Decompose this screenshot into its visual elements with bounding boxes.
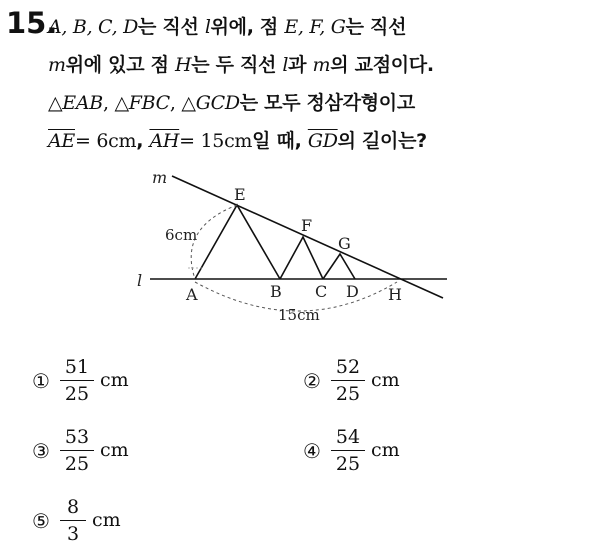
text: 는 모두 정삼각형이고: [239, 92, 415, 114]
choice-fraction: [331, 425, 365, 476]
choice-unit: cm: [100, 369, 129, 391]
separator: ,: [136, 130, 150, 152]
label-c: C: [315, 282, 328, 301]
length-ae: 6cm: [165, 226, 198, 244]
triangle-gcd-shape: [323, 254, 355, 279]
question-number: 15.: [6, 6, 58, 40]
text: 위에, 점: [210, 16, 285, 38]
triangle-gcd: △GCD: [181, 92, 240, 114]
denominator: 3: [66, 523, 80, 545]
fraction-bar: [60, 520, 86, 521]
fraction-bar: [331, 380, 365, 381]
points-efg: E, F, G: [284, 16, 346, 38]
separator: ,: [102, 92, 115, 114]
choice-unit: cm: [371, 439, 400, 461]
choice-unit: cm: [371, 369, 400, 391]
points-abcd: A, B, C, D: [48, 16, 139, 38]
text: 과: [288, 54, 313, 76]
choice-label: ③: [32, 439, 50, 463]
label-m: m: [152, 168, 168, 187]
fraction-bar: [60, 380, 94, 381]
denominator: 25: [335, 453, 361, 475]
numerator: 53: [64, 426, 90, 448]
triangle-eab-shape: [195, 205, 280, 279]
triangle-fbc-shape: [280, 237, 323, 279]
unit: cm: [108, 130, 137, 152]
line-l-var: l: [282, 54, 289, 76]
text: 는 직선: [138, 16, 205, 38]
numerator: 54: [335, 426, 361, 448]
choice-label: ④: [303, 439, 321, 463]
numerator: 52: [335, 356, 361, 378]
text: 는 직선: [345, 16, 407, 38]
label-d: D: [346, 282, 359, 301]
denominator: 25: [64, 383, 90, 405]
label-g: G: [338, 234, 351, 253]
text: 일 때,: [252, 130, 308, 152]
value-ah: = 15: [179, 130, 225, 152]
choice-fraction: [60, 425, 94, 476]
segment-ah: $\overline{AH}$: [149, 130, 180, 152]
numerator: 51: [64, 356, 90, 378]
line-m-var: m: [48, 54, 66, 76]
text: 는 두 직선: [191, 54, 283, 76]
line-l-var: l: [204, 16, 211, 38]
unit: cm: [224, 130, 253, 152]
point-h-var: H: [174, 54, 192, 76]
triangle-eab: △EAB: [48, 92, 103, 114]
choice-label: ⑤: [32, 509, 50, 533]
choice-unit: cm: [92, 509, 121, 531]
label-f: F: [301, 216, 313, 235]
value-ae: = 6: [75, 130, 109, 152]
label-l: l: [137, 271, 143, 290]
label-b: B: [270, 282, 282, 301]
denominator: 25: [64, 453, 90, 475]
text: 의 길이는?: [337, 130, 427, 152]
choice-unit: cm: [100, 439, 129, 461]
line-m-var: m: [312, 54, 331, 76]
label-e: E: [234, 185, 246, 204]
segment-gd: $\overline{GD}$: [307, 130, 338, 152]
triangle-fbc: △FBC: [114, 92, 170, 114]
fraction-bar: [60, 450, 94, 451]
text: 의 교점이다.: [330, 54, 434, 76]
label-a: A: [186, 285, 198, 304]
choice-label: ②: [303, 369, 321, 393]
separator: ,: [169, 92, 182, 114]
choice-label: ①: [32, 369, 50, 393]
choice-fraction: [60, 495, 86, 546]
choice-fraction: [60, 355, 94, 406]
denominator: 25: [335, 383, 361, 405]
numerator: 8: [66, 496, 80, 518]
fraction-bar: [331, 450, 365, 451]
choice-fraction: [331, 355, 365, 406]
length-ah: 15cm: [278, 306, 320, 324]
segment-ae: $\overline{AE}$: [48, 130, 75, 152]
text: 위에 있고 점: [65, 54, 175, 76]
label-h: H: [388, 285, 402, 304]
